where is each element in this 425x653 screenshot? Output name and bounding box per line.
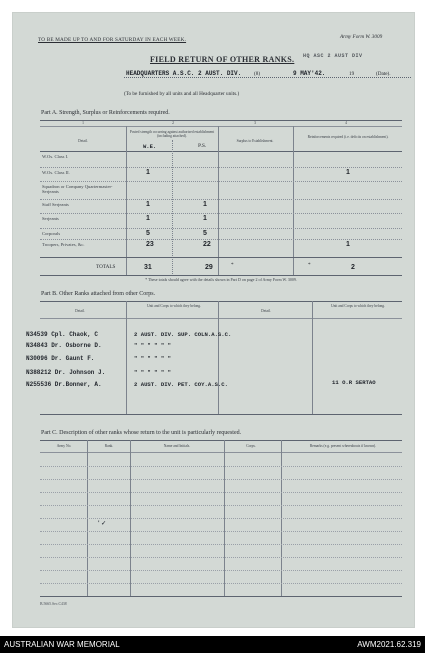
pencil-marks: ' ✓ [98, 521, 107, 527]
row-reinf-value: 1 [346, 169, 350, 176]
printer-note: B.5665.Sec.C438 [40, 602, 67, 606]
part-c-col-remarks: Remarks (e.g. present whereabouts if known). [309, 444, 377, 448]
row-we-value: 23 [146, 241, 154, 248]
part-c-row-rule [40, 466, 402, 467]
row-we-value: 1 [146, 215, 150, 222]
part-a-subdivider [172, 140, 173, 276]
totals-bottom-rule [40, 275, 402, 276]
unit-name: HEADQUARTERS A.S.C. 2 AUST. DIV. [126, 70, 242, 77]
part-a-divider-3 [293, 126, 294, 276]
part-c-row-rule [40, 544, 402, 545]
footer-bar [0, 636, 425, 653]
attached-remark: 11 O.R SERTAO [332, 379, 376, 386]
total-reinf: 2 [351, 264, 355, 271]
total-surplus: * [231, 262, 234, 268]
attached-unit: " " " " " " [134, 369, 171, 376]
row-rule [40, 239, 402, 240]
col-posted-header: Posted strength occurring against authorised establishment (including attached). [129, 130, 215, 138]
row-ps-value: 5 [203, 230, 207, 237]
part-b-col-unit2: Unit and Corps to which they belong. [331, 304, 385, 308]
attached-name: N34539 Cpl. Chaok, C [26, 331, 99, 338]
part-c-col-army-no: Army No. [56, 444, 72, 448]
attached-name: N388212 Dr. Johnson J. [26, 369, 106, 376]
row-detail: Troopers, Privates, &c. [42, 242, 85, 247]
row-rule [40, 181, 402, 182]
total-reinf-mark: * [308, 262, 311, 268]
row-rule [40, 213, 402, 214]
attached-unit: 2 AUST. DIV. PET. COY.A.S.C. [134, 381, 228, 388]
row-detail: Serjeants [42, 216, 59, 221]
part-c-row-rule [40, 479, 402, 480]
row-ps-value: 1 [203, 201, 207, 208]
part-c-header-rule [40, 452, 402, 453]
form-title: FIELD RETURN OF OTHER RANKS. [150, 55, 295, 64]
part-c-row-rule [40, 492, 402, 493]
total-ps: 29 [205, 264, 213, 271]
part-b-divider-1 [126, 301, 127, 414]
part-b-header-rule [40, 318, 402, 319]
row-rule [40, 228, 402, 229]
col-reinf-header: Reinforcements required (i.e. deficits on establishment). [307, 135, 389, 139]
attached-name: N255536 Dr.Bonner, A. [26, 381, 102, 388]
footer-right: AWM2021.62.319 [357, 640, 421, 649]
footer-left: AUSTRALIAN WAR MEMORIAL [4, 640, 120, 649]
part-c-bottom-rule [40, 596, 402, 597]
row-ps-value: 1 [203, 215, 207, 222]
total-we: 31 [144, 264, 152, 271]
row-detail: Squadron or Company Quartermaster-Serjeants [42, 184, 113, 194]
col-number-1: 1 [82, 121, 84, 125]
part-b-col-detail: Detail. [75, 309, 85, 313]
part-c-row-rule [40, 570, 402, 571]
date-label: (Date). [376, 71, 391, 77]
col-number-3: 3 [254, 121, 256, 125]
furnish-note: (To be furnished by all units and all Headquarter units.) [124, 91, 240, 97]
attached-unit: " " " " " " [134, 355, 171, 362]
sub-ps: P.S. [198, 143, 207, 149]
unit-suffix: (8) [254, 71, 261, 77]
part-c-col-rank: Rank. [104, 444, 114, 448]
unit-underline [124, 77, 411, 78]
row-detail: W.Os. Class II. [42, 170, 70, 175]
part-b-col-detail2: Detail. [261, 309, 271, 313]
army-form-number: Army Form W. 3009 [340, 34, 383, 40]
part-c-title: Part C. Description of other ranks whose return to the unit is particularly requested. [41, 430, 242, 436]
part-c-top-rule [40, 440, 402, 441]
part-b-divider-3 [312, 301, 313, 414]
part-a-number-rule [40, 126, 402, 127]
col-number-4: 4 [345, 121, 347, 125]
sub-we: W.E. [143, 143, 157, 150]
part-c-row-rule [40, 505, 402, 506]
row-reinf-value: 1 [346, 241, 350, 248]
make-up-note: TO BE MADE UP TO AND FOR SATURDAY IN EACH WEEK. [38, 37, 187, 43]
col-surplus-header: Surplus to Establishment. [236, 139, 274, 143]
part-c-row-rule [40, 583, 402, 584]
return-date: 9 MAY'42. [293, 70, 326, 77]
attached-unit: 2 AUST. DIV. SUP. COLN.A.S.C. [134, 331, 232, 338]
totals-top-rule [40, 257, 402, 258]
part-a-header-rule [40, 151, 402, 152]
row-detail: Corporals [42, 231, 61, 236]
part-c-col-corps: Corps. [246, 444, 256, 448]
attached-name: N30096 Dr. Gaunt F. [26, 355, 95, 362]
row-rule [40, 167, 402, 168]
row-rule [40, 199, 402, 200]
part-b-bottom-rule [40, 414, 402, 415]
row-ps-value: 22 [203, 241, 211, 248]
part-a-title: Part A. Strength, Surplus or Reinforcements required. [41, 110, 170, 116]
row-detail: Staff Serjeants [42, 202, 69, 207]
part-c-row-rule [40, 531, 402, 532]
part-c-row-rule [40, 557, 402, 558]
part-a-divider-2 [218, 126, 219, 276]
part-c-col-name: Name and Initials. [163, 444, 191, 448]
part-b-top-rule [40, 301, 402, 302]
date-year: 19 [349, 71, 355, 77]
part-b-title: Part B. Other Ranks attached from other Corps. [41, 291, 156, 297]
col-detail-header: Detail. [78, 139, 88, 143]
unit-stamp: HQ ASC 2 AUST DIV [303, 53, 363, 59]
col-number-2: 2 [172, 121, 174, 125]
row-we-value: 5 [146, 230, 150, 237]
totals-note: * These totals should agree with the details shown in Part D on page 2 of Army Form W. 3009. [145, 277, 297, 282]
form-sheet [13, 13, 414, 627]
part-a-divider-1 [126, 126, 127, 276]
totals-label: TOTALS [96, 264, 116, 270]
row-we-value: 1 [146, 201, 150, 208]
attached-name: N34843 Dr. Osborne D. [26, 342, 102, 349]
part-b-col-unit: Unit and Corps to which they belong. [147, 304, 201, 308]
attached-unit: " " " " " " [134, 342, 171, 349]
part-c-row-rule [40, 518, 402, 519]
row-detail: W.Os. Class I. [42, 154, 69, 159]
row-we-value: 1 [146, 169, 150, 176]
part-b-divider-2 [218, 301, 219, 414]
